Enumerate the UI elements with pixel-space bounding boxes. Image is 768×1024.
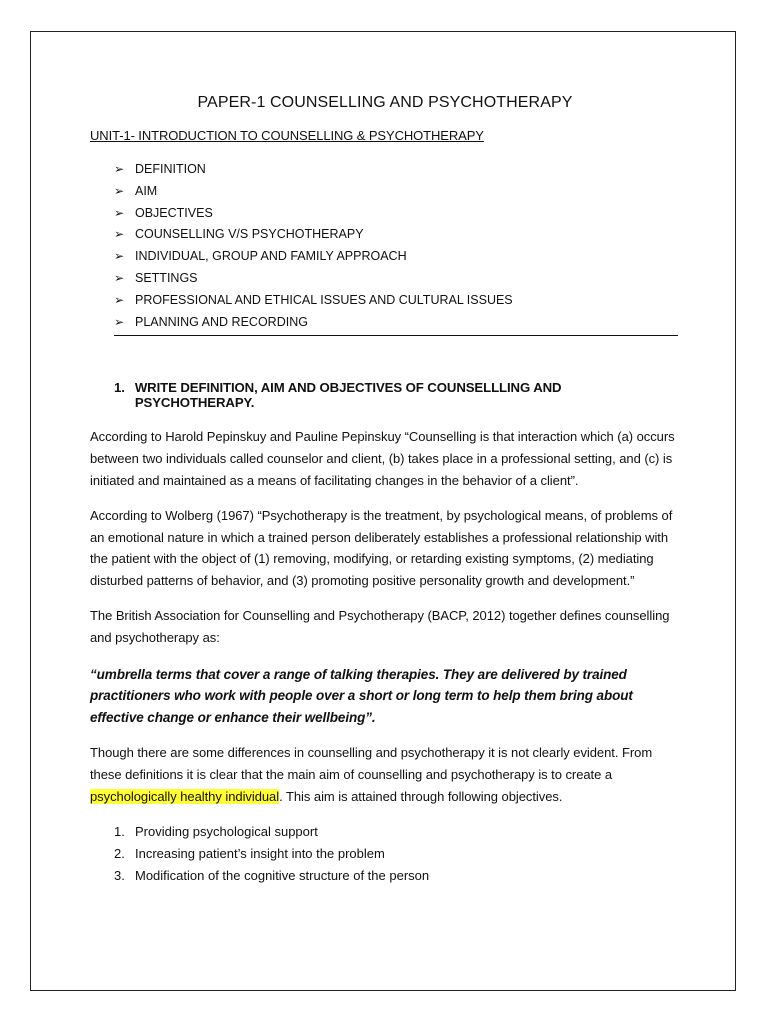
bacp-quote: “umbrella terms that cover a range of talking therapies. They are delivered by trained practitioners who work with people over a short or long term to help them bring about effective change or enhance their wellbeing”. [90, 666, 633, 726]
arrow-bullet-icon: ➢ [114, 183, 125, 198]
arrow-bullet-icon: ➢ [114, 162, 125, 176]
topic-item [114, 246, 680, 268]
topic-list [90, 159, 680, 333]
objective-number: 3. [114, 867, 125, 883]
objective-text: Modification of the cognitive structure of the person [135, 867, 430, 883]
topic-label: PLANNING AND RECORDING [135, 314, 308, 329]
aim-paragraph [90, 742, 680, 807]
objective-item [114, 843, 680, 865]
topic-label: AIM [135, 183, 158, 198]
wolberg-definition: According to Wolberg (1967) “Psychotherapy is the treatment, by psychological means, of problems of an emotional nature in which a trained person deliberately establishes a professional relationship with the patient with the object of (1) removing, modifying, or retarding existing symptoms, (2) mediating disturbed patterns of behavior, and (3) promoting positive personality growth and development.” [90, 507, 673, 589]
topic-item [114, 159, 680, 181]
aim-text-after: . This aim is attained through following objectives. [279, 788, 563, 804]
topic-label: COUNSELLING V/S PSYCHOTHERAPY [135, 227, 364, 242]
highlighted-phrase: psychologically healthy individual [90, 788, 280, 804]
arrow-bullet-icon: ➢ [114, 292, 125, 307]
unit-heading: UNIT-1- INTRODUCTION TO COUNSELLING & PSYCHOTHERAPY [90, 128, 484, 143]
question-number: 1. [114, 380, 125, 396]
arrow-bullet-icon: ➢ [114, 249, 125, 264]
topic-label: DEFINITION [135, 162, 206, 176]
topic-item [114, 181, 680, 203]
objective-item [114, 865, 680, 887]
arrow-bullet-icon: ➢ [114, 227, 125, 242]
objective-text: Providing psychological support [135, 824, 318, 840]
topic-label: SETTINGS [135, 270, 198, 285]
objective-number: 2. [114, 846, 125, 862]
document-title: PAPER-1 COUNSELLING AND PSYCHOTHERAPY [197, 94, 573, 111]
horizontal-rule [114, 335, 678, 336]
arrow-bullet-icon: ➢ [114, 314, 125, 329]
topic-item [114, 312, 680, 334]
topic-item [114, 290, 680, 312]
arrow-bullet-icon: ➢ [114, 205, 125, 220]
topic-item [114, 203, 680, 225]
objective-text: Increasing patient’s insight into the problem [135, 846, 385, 862]
question-heading [90, 380, 680, 410]
pepinsky-definition: According to Harold Pepinskuy and Pauline Pepinskuy “Counselling is that interaction which (a) occurs between two individuals called counselor and client, (b) takes place in a professional setting, and (c) is initiated and maintained as a means of facilitating changes in the behavior of a client”. [90, 429, 675, 488]
aim-text-before: Though there are some differences in counselling and psychotherapy it is not clearly evident. From these definitions it is clear that the main aim of counselling and psychotherapy is to create a [90, 744, 653, 782]
bacp-intro: The British Association for Counselling and Psychotherapy (BACP, 2012) together defines counselling and psychotherapy as: [90, 607, 670, 645]
topic-item [114, 224, 680, 246]
objectives-list [90, 821, 680, 886]
topic-item [114, 268, 680, 290]
topic-label: OBJECTIVES [135, 205, 213, 220]
objective-number: 1. [114, 824, 125, 840]
arrow-bullet-icon: ➢ [114, 270, 125, 285]
topic-label: PROFESSIONAL AND ETHICAL ISSUES AND CULTURAL ISSUES [135, 292, 513, 307]
objective-item [114, 821, 680, 843]
topic-label: INDIVIDUAL, GROUP AND FAMILY APPROACH [135, 249, 407, 264]
document-content [90, 94, 680, 887]
question-text: WRITE DEFINITION, AIM AND OBJECTIVES OF COUNSELLLING AND PSYCHOTHERAPY. [134, 380, 562, 411]
